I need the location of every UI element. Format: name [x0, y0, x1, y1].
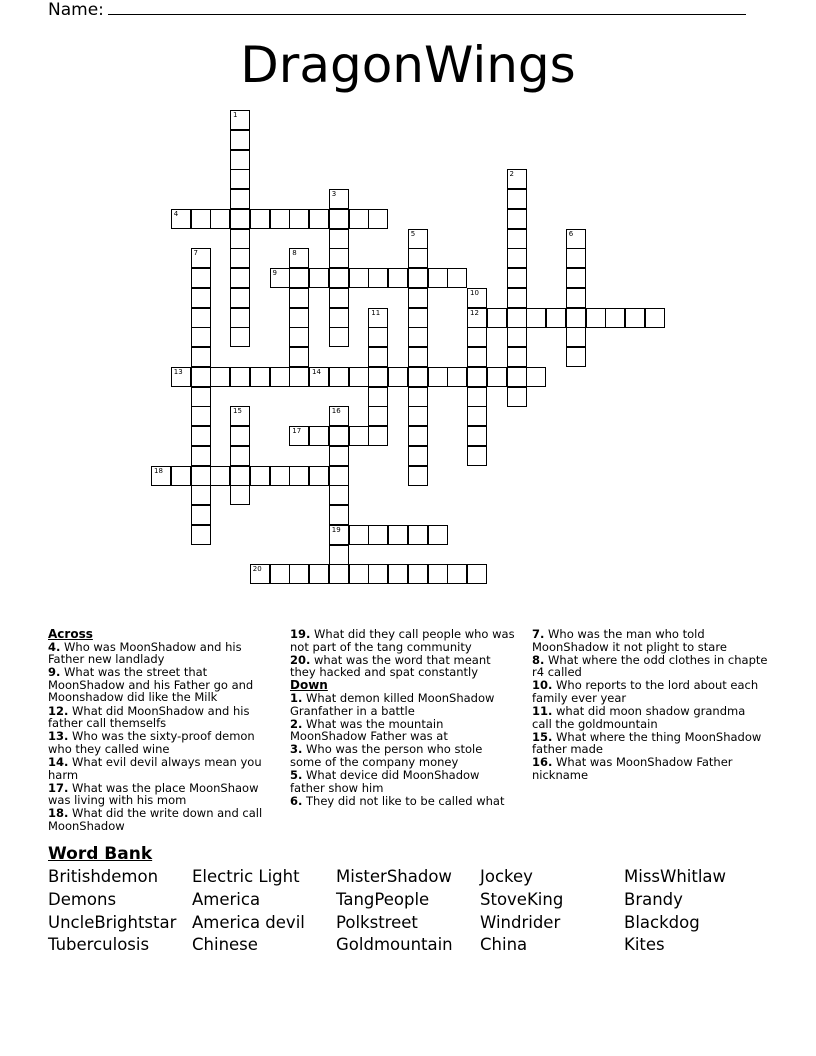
- word-bank-item: Demons: [48, 889, 117, 909]
- grid-cell[interactable]: [467, 288, 487, 308]
- word-bank-item: UncleBrightstar: [48, 912, 177, 932]
- grid-cell[interactable]: [645, 308, 665, 328]
- across-clue: 9. What was the street that MoonShadow and his Father go and Moonshadow did like the Milk: [48, 665, 254, 705]
- grid-cell[interactable]: [566, 308, 586, 328]
- grid-cell[interactable]: [329, 564, 349, 584]
- grid-cell[interactable]: [388, 564, 408, 584]
- grid-cell[interactable]: [329, 367, 349, 387]
- name-label: Name:: [48, 0, 104, 20]
- down-clue: 2. What was the mountain MoonShadow Father was at: [290, 716, 448, 744]
- grid-cell[interactable]: [467, 446, 487, 466]
- clue-number: 15: [233, 407, 242, 416]
- grid-cell[interactable]: [507, 268, 527, 288]
- word-bank-item: StoveKing: [480, 889, 564, 909]
- clues-column-2: [290, 628, 516, 808]
- word-bank-item: Polkstreet: [336, 912, 418, 932]
- grid-cell[interactable]: [388, 367, 408, 387]
- grid-cell[interactable]: [467, 327, 487, 347]
- grid-cell[interactable]: [329, 308, 349, 328]
- grid-cell[interactable]: [230, 209, 250, 229]
- grid-cell[interactable]: [408, 426, 428, 446]
- grid-cell[interactable]: [447, 268, 467, 288]
- grid-cell[interactable]: [368, 308, 388, 328]
- clue-number: 13: [173, 367, 183, 376]
- grid-cell[interactable]: [507, 229, 527, 249]
- grid-cell[interactable]: [230, 130, 250, 150]
- across-clue: 13. Who was the sixty-proof demon who they called wine: [48, 729, 255, 756]
- clue-number: 11: [371, 308, 381, 317]
- clues-column-3: [532, 628, 768, 782]
- grid-cell[interactable]: [191, 387, 211, 407]
- grid-cell[interactable]: [191, 466, 211, 486]
- grid-cell[interactable]: [467, 347, 487, 367]
- grid-cell[interactable]: [368, 564, 388, 584]
- grid-cell[interactable]: [191, 248, 211, 268]
- name-row: [48, 0, 746, 20]
- grid-cell[interactable]: [368, 327, 388, 347]
- clue-number: 12: [470, 308, 479, 317]
- down-clue: 7. Who was the man who told MoonShadow it not plight to stare: [532, 627, 727, 654]
- grid-cell[interactable]: [349, 426, 369, 446]
- grid-cell[interactable]: [507, 189, 527, 209]
- grid-cell[interactable]: [408, 347, 428, 367]
- grid-cell[interactable]: [289, 367, 309, 387]
- grid-cell[interactable]: [408, 446, 428, 466]
- grid-cell[interactable]: [487, 367, 507, 387]
- grid-cell[interactable]: [309, 209, 329, 229]
- word-bank: [48, 866, 768, 957]
- grid-cell[interactable]: [586, 308, 606, 328]
- grid-cell[interactable]: [329, 189, 349, 209]
- grid-cell[interactable]: [191, 367, 211, 387]
- grid-cell[interactable]: [408, 525, 428, 545]
- grid-cell[interactable]: [526, 367, 546, 387]
- word-bank-item: Kites: [624, 935, 665, 955]
- grid-cell[interactable]: [349, 367, 369, 387]
- grid-cell[interactable]: [230, 229, 250, 249]
- across-clue: 19. What did they call people who was not part of the tang community: [290, 627, 515, 654]
- grid-cell[interactable]: [408, 248, 428, 268]
- grid-cell[interactable]: [428, 525, 448, 545]
- grid-cell[interactable]: [289, 426, 309, 446]
- down-header: Down: [290, 678, 328, 693]
- grid-cell[interactable]: [289, 347, 309, 367]
- grid-cell[interactable]: [289, 308, 309, 328]
- grid-cell[interactable]: [329, 525, 349, 545]
- grid-cell[interactable]: [507, 209, 527, 229]
- grid-cell[interactable]: [250, 564, 270, 584]
- grid-cell[interactable]: [526, 308, 546, 328]
- grid-cell[interactable]: [408, 327, 428, 347]
- grid-cell[interactable]: [625, 308, 645, 328]
- grid-cell[interactable]: [349, 564, 369, 584]
- word-bank-item: Jockey: [480, 867, 533, 886]
- grid-cell[interactable]: [250, 367, 270, 387]
- grid-cell[interactable]: [250, 209, 270, 229]
- clue-number: 2: [509, 170, 514, 179]
- across-clue: 20. what was the word that meant they hacked and spat constantly: [290, 652, 491, 680]
- puzzle-title: DragonWings: [240, 36, 576, 94]
- grid-cell[interactable]: [171, 367, 191, 387]
- grid-cell[interactable]: [151, 466, 171, 486]
- grid-cell[interactable]: [368, 387, 388, 407]
- grid-cell[interactable]: [230, 169, 250, 189]
- grid-cell[interactable]: [210, 209, 230, 229]
- grid-cell[interactable]: [566, 248, 586, 268]
- clue-number: 8: [292, 249, 297, 258]
- grid-cell[interactable]: [467, 308, 487, 328]
- grid-cell[interactable]: [329, 545, 349, 565]
- grid-cell[interactable]: [408, 308, 428, 328]
- grid-cell[interactable]: [329, 288, 349, 308]
- grid-cell[interactable]: [289, 288, 309, 308]
- down-clue: 3. Who was the person who stole some of the company money: [290, 742, 483, 769]
- word-bank-item: Tuberculosis: [48, 935, 150, 955]
- word-bank-item: America: [192, 889, 261, 909]
- grid-cell[interactable]: [566, 327, 586, 347]
- word-bank-item: Goldmountain: [336, 935, 453, 955]
- grid-cell[interactable]: [270, 564, 290, 584]
- grid-cell[interactable]: [210, 466, 230, 486]
- grid-cell[interactable]: [230, 406, 250, 426]
- clue-number: 17: [292, 427, 302, 435]
- grid-cell[interactable]: [270, 209, 290, 229]
- grid-cell[interactable]: [368, 406, 388, 426]
- word-bank-title: Word Bank: [48, 844, 153, 864]
- grid-cell[interactable]: [191, 347, 211, 367]
- across-clue: 12. What did MoonShadow and his father call themselfs: [48, 703, 250, 731]
- clue-number: 16: [331, 407, 341, 416]
- grid-cell[interactable]: [329, 485, 349, 505]
- across-header: Across: [48, 627, 93, 641]
- grid-cell[interactable]: [329, 209, 349, 229]
- down-clue: 10. Who reports to the lord about each family ever year: [532, 678, 759, 705]
- word-bank-item: Windrider: [480, 912, 561, 932]
- clue-number: 9: [272, 269, 277, 277]
- grid-cell[interactable]: [230, 110, 250, 130]
- clue-number: 14: [312, 367, 321, 376]
- grid-cell[interactable]: [447, 367, 467, 387]
- word-bank-item: Brandy: [624, 889, 683, 909]
- grid-cell[interactable]: [329, 248, 349, 268]
- grid-cell[interactable]: [368, 209, 388, 229]
- word-bank-item: Electric Light: [192, 867, 300, 886]
- down-clue: 15. What where the thing MoonShadow father made: [532, 729, 762, 757]
- grid-cell[interactable]: [329, 426, 349, 446]
- grid-cell[interactable]: [210, 367, 230, 387]
- grid-cell[interactable]: [230, 485, 250, 505]
- grid-cell[interactable]: [289, 209, 309, 229]
- grid-cell[interactable]: [408, 268, 428, 288]
- grid-cell[interactable]: [191, 525, 211, 545]
- grid-cell[interactable]: [428, 367, 448, 387]
- grid-cell[interactable]: [309, 268, 329, 288]
- grid-cell[interactable]: [230, 288, 250, 308]
- grid-cell[interactable]: [467, 426, 487, 446]
- grid-cell[interactable]: [507, 367, 527, 387]
- grid-cell[interactable]: [467, 367, 487, 387]
- grid-cell[interactable]: [408, 367, 428, 387]
- grid-cell[interactable]: [289, 564, 309, 584]
- grid-cell[interactable]: [408, 387, 428, 407]
- grid-cell[interactable]: [329, 327, 349, 347]
- grid-cell[interactable]: [487, 308, 507, 328]
- grid-cell[interactable]: [329, 229, 349, 249]
- grid-cell[interactable]: [566, 268, 586, 288]
- across-clue: 4. Who was MoonShadow and his Father new landlady: [48, 639, 242, 667]
- grid-cell[interactable]: [289, 327, 309, 347]
- grid-cell[interactable]: [566, 229, 586, 249]
- word-bank-item: America devil: [192, 912, 305, 932]
- grid-cell[interactable]: [191, 485, 211, 505]
- grid-cell[interactable]: [349, 268, 369, 288]
- grid-cell[interactable]: [408, 466, 428, 486]
- grid-cell[interactable]: [329, 466, 349, 486]
- grid-cell[interactable]: [191, 505, 211, 525]
- grid-cell[interactable]: [230, 367, 250, 387]
- grid-cell[interactable]: [368, 426, 388, 446]
- grid-cell[interactable]: [507, 169, 527, 189]
- grid-cell[interactable]: [408, 406, 428, 426]
- grid-cell[interactable]: [230, 426, 250, 446]
- clues-column-1: [48, 628, 276, 833]
- grid-cell[interactable]: [467, 406, 487, 426]
- grid-cell[interactable]: [191, 327, 211, 347]
- grid-cell[interactable]: [329, 505, 349, 525]
- grid-cell[interactable]: [408, 288, 428, 308]
- grid-cell[interactable]: [171, 209, 191, 229]
- grid-cell[interactable]: [428, 564, 448, 584]
- grid-cell[interactable]: [191, 209, 211, 229]
- clue-number: 19: [331, 525, 341, 534]
- grid-cell[interactable]: [408, 564, 428, 584]
- grid-cell[interactable]: [191, 406, 211, 426]
- grid-cell[interactable]: [368, 347, 388, 367]
- down-clue: 5. What device did MoonShadow father show him: [290, 768, 480, 795]
- clue-number: 7: [193, 249, 198, 258]
- grid-cell[interactable]: [507, 327, 527, 347]
- grid-cell[interactable]: [230, 248, 250, 268]
- grid-cell[interactable]: [546, 308, 566, 328]
- grid-cell[interactable]: [270, 367, 290, 387]
- word-bank-item: Blackdog: [624, 912, 700, 932]
- grid-cell[interactable]: [329, 406, 349, 426]
- clue-number: 4: [173, 209, 179, 218]
- clue-number: 18: [154, 466, 163, 475]
- grid-cell[interactable]: [566, 288, 586, 308]
- grid-cell[interactable]: [230, 327, 250, 347]
- word-bank-item: Chinese: [192, 935, 258, 955]
- grid-cell[interactable]: [329, 446, 349, 466]
- word-bank-item: China: [480, 935, 528, 955]
- grid-cell[interactable]: [191, 268, 211, 288]
- grid-cell[interactable]: [388, 525, 408, 545]
- grid-cell[interactable]: [309, 426, 329, 446]
- grid-cell[interactable]: [191, 288, 211, 308]
- clue-number: 20: [252, 565, 262, 574]
- grid-cell[interactable]: [289, 268, 309, 288]
- grid-cell[interactable]: [507, 387, 527, 407]
- grid-cell[interactable]: [309, 367, 329, 387]
- grid-cell[interactable]: [230, 268, 250, 288]
- down-clue: 6. They did not like to be called what: [290, 793, 505, 808]
- clue-number: 3: [331, 190, 337, 198]
- grid-cell[interactable]: [191, 446, 211, 466]
- across-clue: 18. What did the write down and call MoonShadow: [48, 806, 263, 833]
- clue-number: 6: [568, 229, 574, 238]
- grid-cell[interactable]: [368, 268, 388, 288]
- grid-cell[interactable]: [250, 466, 270, 486]
- grid-cell[interactable]: [428, 268, 448, 288]
- grid-cell[interactable]: [349, 525, 369, 545]
- grid-cell[interactable]: [467, 387, 487, 407]
- grid-cell[interactable]: [230, 446, 250, 466]
- name-line[interactable]: [108, 0, 746, 15]
- grid-cell[interactable]: [289, 466, 309, 486]
- across-clue: 17. What was the place MoonShaow was living with his mom: [48, 780, 259, 808]
- down-clue: 11. what did moon shadow grandma call the goldmountain: [532, 704, 746, 731]
- down-clue: 16. What was MoonShadow Father nickname: [532, 755, 733, 783]
- word-bank-item: MissWhitlaw: [624, 867, 727, 886]
- grid-cell[interactable]: [171, 466, 191, 486]
- grid-cell[interactable]: [467, 564, 487, 584]
- grid-cell[interactable]: [507, 347, 527, 367]
- across-clue: 14. What evil devil always mean you harm: [48, 754, 262, 782]
- grid-cell[interactable]: [230, 308, 250, 328]
- grid-cell[interactable]: [289, 248, 309, 268]
- grid-cell[interactable]: [329, 268, 349, 288]
- down-clue: 1. What demon killed MoonShadow Granfather in a battle: [290, 690, 495, 718]
- grid-cell[interactable]: [349, 209, 369, 229]
- grid-cell[interactable]: [230, 150, 250, 170]
- word-bank-item: TangPeople: [336, 889, 430, 909]
- grid-cell[interactable]: [309, 466, 329, 486]
- grid-cell[interactable]: [230, 189, 250, 209]
- grid-cell[interactable]: [270, 268, 290, 288]
- down-clue: 8. What where the odd clothes in chapte r4 called: [532, 652, 768, 680]
- word-bank-item: Britishdemon: [48, 867, 159, 886]
- grid-cell[interactable]: [368, 525, 388, 545]
- grid-cell[interactable]: [605, 308, 625, 328]
- grid-cell[interactable]: [368, 367, 388, 387]
- grid-cell[interactable]: [191, 426, 211, 446]
- grid-cell[interactable]: [388, 268, 408, 288]
- grid-cell[interactable]: [507, 308, 527, 328]
- grid-cell[interactable]: [408, 229, 428, 249]
- grid-cell[interactable]: [507, 248, 527, 268]
- grid-cell[interactable]: [507, 288, 527, 308]
- clue-number: 5: [410, 229, 416, 238]
- grid-cell[interactable]: [230, 466, 250, 486]
- grid-cell[interactable]: [270, 466, 290, 486]
- clue-number: 1: [233, 111, 238, 119]
- grid-cell[interactable]: [566, 347, 586, 367]
- grid-cell[interactable]: [447, 564, 467, 584]
- clue-number: 10: [470, 288, 479, 297]
- grid-cell[interactable]: [309, 564, 329, 584]
- word-bank-item: MisterShadow: [336, 867, 452, 886]
- grid-cell[interactable]: [191, 308, 211, 328]
